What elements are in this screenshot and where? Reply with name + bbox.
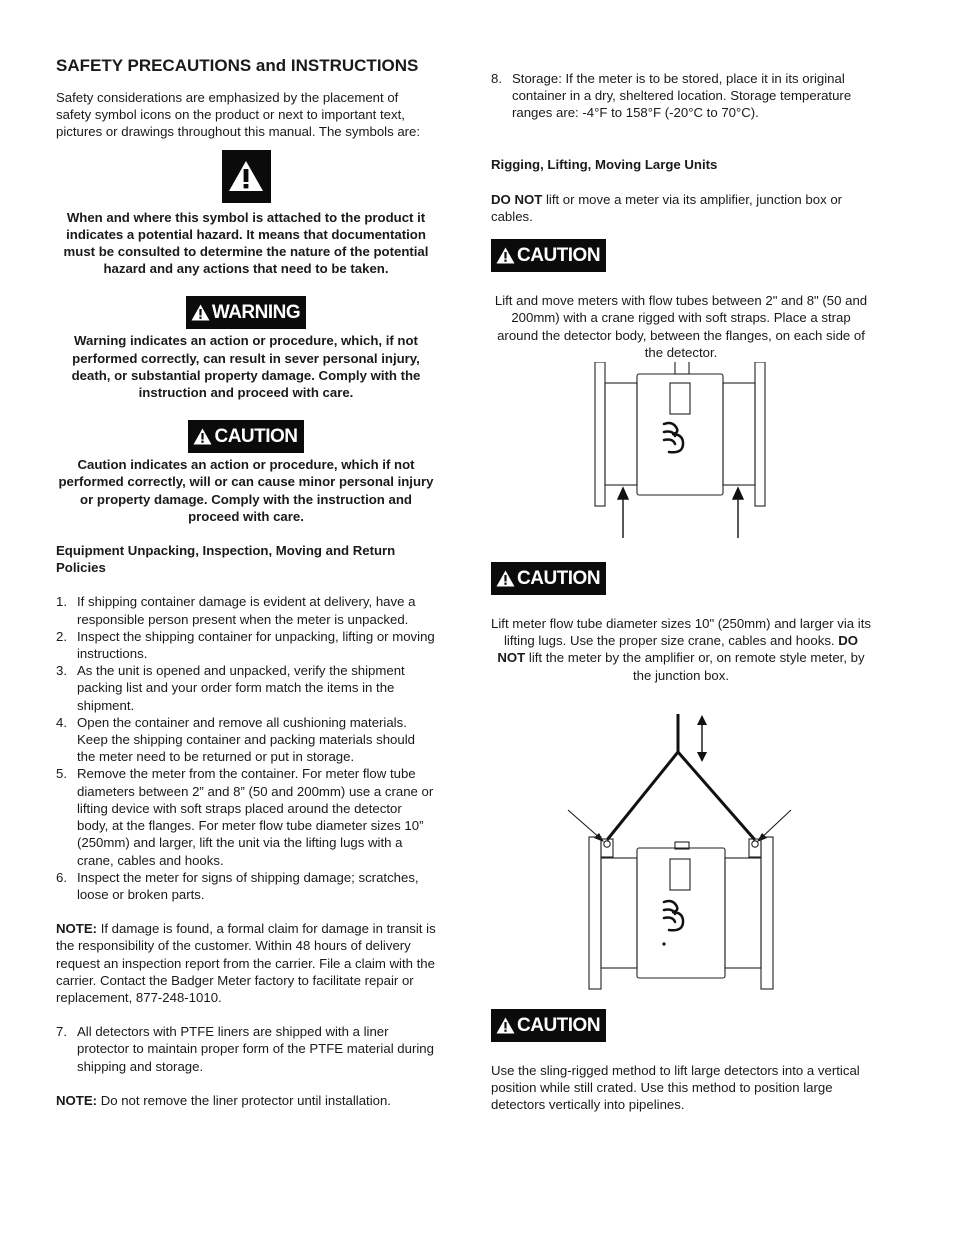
- caution-label: CAUTION: [517, 1014, 601, 1036]
- note-label: NOTE:: [56, 921, 98, 937]
- unpacking-steps: [56, 593, 436, 903]
- caution-label: CAUTION: [517, 245, 601, 267]
- caution-badge: [491, 1009, 606, 1042]
- list-item: 7. All detectors with PTFE liners are shipped with a liner protector to maintain proper form of the PTFE material during shipping and storage.: [56, 1024, 434, 1074]
- damage-note: NOTE: If damage is found, a formal claim for damage in transit is the responsibility of the customer. Within 48 hours of delivery request an inspection report from the carrier. File a claim with the carrier. Contact the Badger Meter factory to facilitate repair or replacement, 877-248-1010.: [56, 921, 436, 1005]
- right-column: [491, 70, 871, 1113]
- intro-paragraph: Safety considerations are emphasized by the placement of safety symbol icons on the product or next to important text, pictures or drawings throughout this manual. The symbols are:: [56, 90, 421, 140]
- rigging-heading: Rigging, Lifting, Moving Large Units: [491, 156, 718, 172]
- lug-lift-diagram: [491, 692, 871, 992]
- list-item: 3. As the unit is opened and unpacked, verify the shipment packing list and your order form match the items in the shipment.: [56, 663, 405, 713]
- caution-description: Caution indicates an action or procedure, which if not performed correctly, will or can cause minor personal injury or property damage. Comply with the instruction and proceed with care.: [58, 457, 434, 524]
- warning-label: WARNING: [211, 302, 301, 324]
- storage-step: [491, 70, 871, 122]
- large-meter-caution-text: Lift meter flow tube diameter sizes 10" (250mm) and larger via its lifting lugs. Use the proper size crane, cables and hooks. DO NOT lift the meter by the amplifier or, on remote style meter, by the junction box.: [491, 616, 871, 683]
- rigging-paragraph: DO NOT lift or move a meter via its amplifier, junction box or cables.: [491, 191, 843, 225]
- warning-description: Warning indicates an action or procedure, which, if not performed correctly, can result in sever personal injury, death, or substantial property damage. Comply with the instruction and proceed with care.: [71, 333, 421, 401]
- note-label: NOTE:: [56, 1092, 98, 1108]
- caution-badge: [491, 239, 606, 272]
- caution-label: CAUTION: [517, 568, 601, 590]
- liner-note: NOTE: Do not remove the liner protector until installation.: [56, 1092, 391, 1108]
- sling-caution-text: Use the sling-rigged method to lift large detectors into a vertical position while still crated. Use this method to position large detectors vertically into pipelines.: [491, 1062, 860, 1113]
- warning-badge: [186, 296, 306, 329]
- list-item: 2. Inspect the shipping container for unpacking, lifting or moving instructions.: [56, 628, 435, 662]
- caution-badge: [188, 420, 303, 453]
- small-meter-caution-text: Lift and move meters with flow tubes between 2" and 8" (50 and 200mm) with a crane rigged with soft straps. Place a strap around the detector body, between the flanges, on each side of the detector.: [494, 293, 868, 360]
- list-item: 5. Remove the meter from the container. For meter flow tube diameters between 2” and 8” (50 and 200mm) use a crane or lifting device with soft straps placed around the detector body, at the flanges. For meter flow tube diameter sizes 10” (250mm) and larger, lift the unit via the lifting lugs with a crane, cables and hooks.: [56, 766, 434, 868]
- caution-triangle-icon: [193, 428, 212, 445]
- list-item: 6. Inspect the meter for signs of shipping damage; scratches, loose or broken parts.: [56, 869, 419, 902]
- strap-lift-diagram: [491, 362, 871, 547]
- caution-triangle-icon: [496, 247, 515, 264]
- caution-badge: [491, 562, 606, 595]
- list-item: 4. Open the container and remove all cushioning materials. Keep the shipping container and packing materials should the meter need to be returned or put in storage.: [56, 714, 415, 765]
- list-item: 1. If shipping container damage is evident at delivery, have a responsible person present when the meter is unpacked.: [56, 594, 416, 627]
- warning-triangle-icon: [191, 304, 210, 321]
- hazard-symbol: [222, 150, 271, 203]
- list-item: 8. Storage: If the meter is to be stored, place it in its original container in a dry, sheltered location. Storage temperature ranges are: -4°F to 158°F (-20°C to 70°C).: [491, 71, 852, 121]
- hazard-description: When and where this symbol is attached to the product it indicates a potential hazard. It means that documentation must be consulted to determine the nature of the potential hazard and any actions that need to be taken.: [63, 209, 429, 277]
- caution-triangle-icon: [496, 1017, 515, 1034]
- page-title: SAFETY PRECAUTIONS and INSTRUCTIONS: [56, 56, 419, 75]
- exclamation-triangle-icon: [228, 160, 264, 192]
- caution-triangle-icon: [496, 570, 515, 587]
- liner-step: [56, 1023, 436, 1075]
- left-column: [56, 56, 436, 1109]
- unpacking-heading: Equipment Unpacking, Inspection, Moving and Return Policies: [56, 543, 396, 576]
- caution-label: CAUTION: [214, 426, 298, 448]
